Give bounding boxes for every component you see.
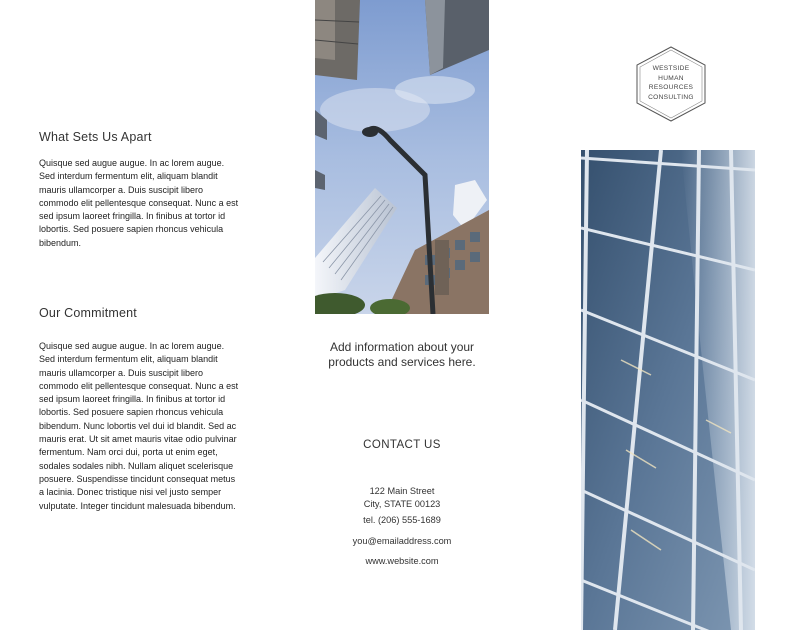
contact-title: CONTACT US bbox=[363, 439, 441, 451]
section-body-apart: Quisque sed augue augue. In ac lorem augue. Sed interdum fermentum elit, aliquam blandit mauris ullamcorper a. Duis suscipit libero commodo elit pellentesque consequat. Nunc a est sed ipsum laoreet fringilla. In finibus at tortor id lobortis. Sed posuere sapien rhoncus vehicula bibendum. bbox=[39, 158, 239, 248]
logo-line-2: HUMAN bbox=[658, 74, 684, 82]
city-state-zip: City, STATE 00123 bbox=[363, 499, 441, 509]
website-url: www.website.com bbox=[365, 556, 439, 566]
section-heading-commitment: Our Commitment bbox=[39, 306, 137, 320]
logo-line-3: RESOURCES bbox=[648, 84, 694, 91]
street-address: 122 Main Street bbox=[369, 486, 435, 496]
phone-number: tel. (206) 555-1689 bbox=[363, 515, 441, 525]
email-address: you@emailaddress.com bbox=[352, 536, 452, 546]
skyscraper-photo bbox=[315, 0, 489, 314]
section-heading-apart: What Sets Us Apart bbox=[39, 130, 152, 144]
logo-line-1: WESTSIDE bbox=[652, 65, 690, 72]
glass-facade-photo bbox=[581, 150, 755, 630]
tagline: Add information about your products and services here. bbox=[328, 340, 476, 369]
logo-line-4: CONSULTING bbox=[648, 93, 694, 101]
logo-text bbox=[633, 64, 709, 102]
section-body-commitment: Quisque sed augue augue. In ac lorem augue. Sed interdum fermentum elit, aliquam blandit mauris ullamcorper a. Duis suscipit libero commodo elit pellentesque consequat. Nunc a est sed ipsum laoreet fringilla. In finibus at tortor id lobortis. Sed posuere sapien rhoncus vehicula bibendum. Nunc lobortis vel dui id blandit. Sed ac mauris erat. Ut sit amet mauris vitae odio pulvinar fermentum. Nam orci dui, porta ut enim eget, sodales sodales nibh. Nullam aliquet scelerisque posuere. Suspendisse tincidunt consequat metus a lacinia. Donec tristique nisi vel justo semper vulputate. Integer tincidunt malesuada bibendum. bbox=[39, 341, 239, 511]
